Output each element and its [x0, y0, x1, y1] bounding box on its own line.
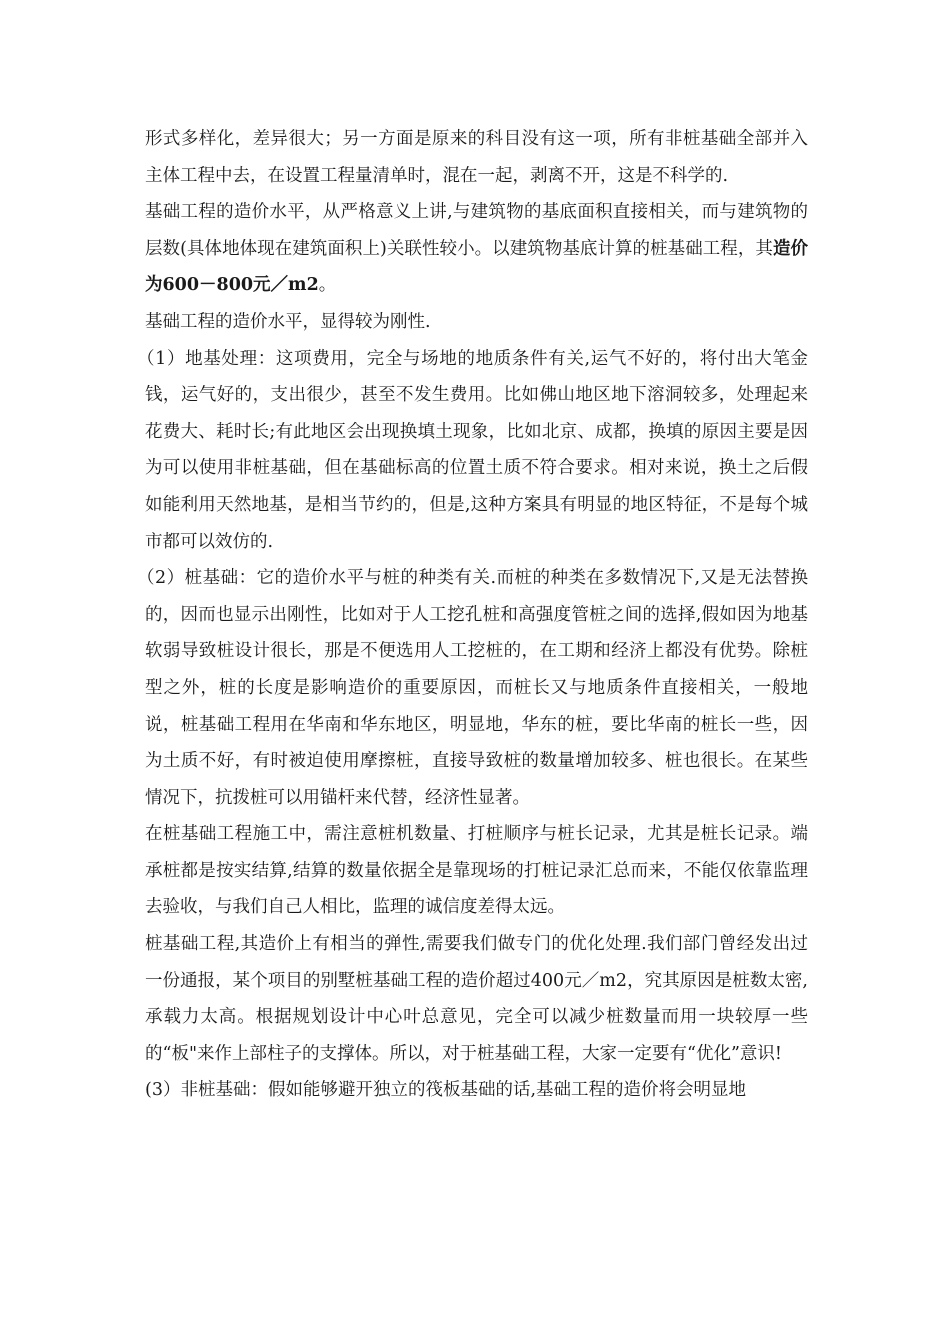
paragraph-foundation-treatment: （1）地基处理：这项费用，完全与场地的地质条件有关,运气不好的，将付出大笔金钱，运气好的，支出很少，甚至不发生费用。比如佛山地区地下溶洞较多，处理起来花费大、耗时长;有此地区会出现换填土现象，比如北京、成都，换填的原因主要是因为可以使用非桩基础，但在基础标高的位置土质不符合要求。相对来说，换土之后假如能利用天然地基，是相当节约的，但是,这种方案具有明显的地区特征，不是每个城市都可以效仿的.: [137, 348, 808, 552]
paragraph-1: 形式多样化，差异很大；另一方面是原来的科目没有这一项，所有非桩基础全部并入主体工程中去，在设置工程量清单时，混在一起，剥离不开，这是不科学的.: [145, 129, 808, 186]
cost-range-bold: 造价为600－800元／m2: [145, 238, 809, 296]
paragraph-2-end: 。: [318, 275, 337, 296]
paragraph-2-text: 基础工程的造价水平，从严格意义上讲,与建筑物的基底面积直接相关，而与建筑物的层数(具体地体现在建筑面积上)关联性较小。以建筑物基底计算的桩基础工程，其: [145, 202, 808, 259]
paragraph-pile-optimization: 桩基础工程,其造价上有相当的弹性,需要我们做专门的优化处理.我们部门曾经发出过一份通报，某个项目的别墅桩基础工程的造价超过400元／m2，究其原因是桩数太密,承载力太高。根据规划设计中心叶总意见，完全可以减少桩数量而用一块较厚一些的“板"来作上部柱子的支撑体。所以，对于桩基础工程，大家一定要有“优化”意识!: [145, 934, 808, 1064]
paragraph-pile-foundation: （2）桩基础：它的造价水平与桩的种类有关.而桩的种类在多数情况下,又是无法替换的，因而也显示出刚性，比如对于人工挖孔桩和高强度管桩之间的选择,假如因为地基软弱导致桩设计很长，那是不便选用人工挖桩的，在工期和经济上都没有优势。除桩型之外，桩的长度是影响造价的重要原因，而桩长又与地质条件直接相关，一般地说，桩基础工程用在华南和华东地区，明显地，华东的桩，要比华南的桩长一些，因为土质不好，有时被迫使用摩擦桩，直接导致桩的数量增加较多、桩也很长。在某些情况下，抗拨桩可以用锚杆来代替，经济性显著。: [137, 568, 808, 808]
paragraph-2: [145, 194, 808, 304]
paragraph-pile-construction: 在桩基础工程施工中，需注意桩机数量、打桩顺序与桩长记录，尤其是桩长记录。端承桩都是按实结算,结算的数量依据全是靠现场的打桩记录汇总而来，不能仅依靠监理去验收，与我们自己人相比，监理的诚信度差得太远。: [145, 824, 808, 918]
paragraph-3: 基础工程的造价水平，显得较为刚性.: [145, 311, 431, 332]
document-body: [137, 121, 809, 1109]
paragraph-non-pile-foundation: (3）非桩基础：假如能够避开独立的筏板基础的话,基础工程的造价将会明显地: [145, 1080, 747, 1101]
